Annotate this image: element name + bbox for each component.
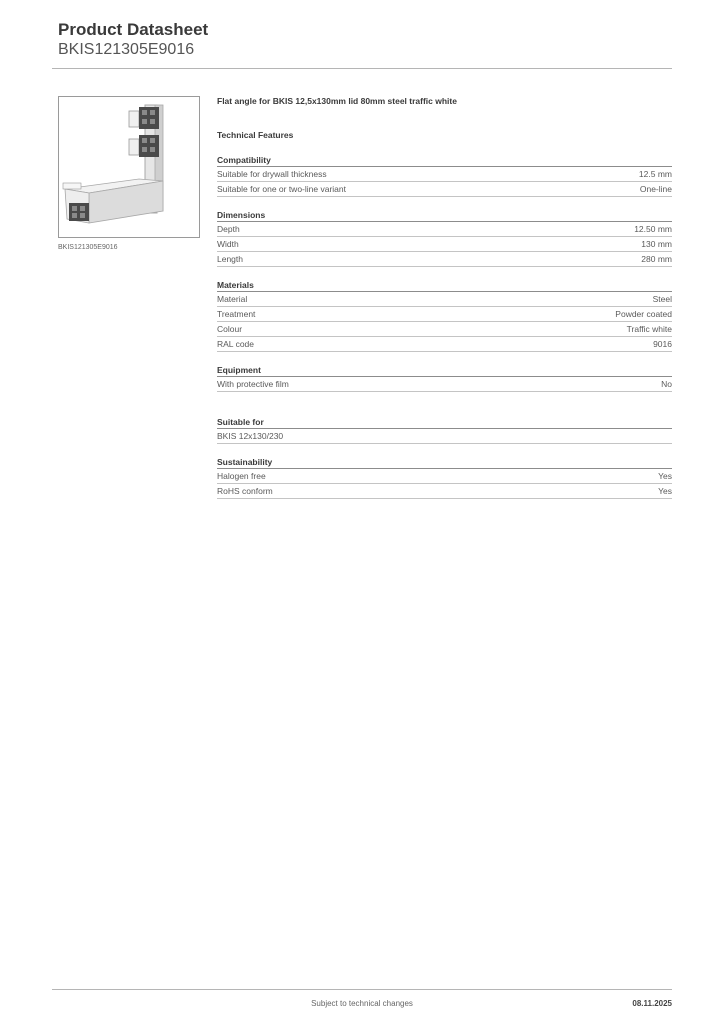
section-title: Sustainability — [217, 456, 672, 469]
technical-features-title: Technical Features — [217, 130, 294, 140]
spec-value: 12.50 mm — [634, 224, 672, 234]
spec-value: One-line — [639, 184, 672, 194]
header-divider — [52, 68, 672, 69]
spec-value: 12.5 mm — [638, 169, 672, 179]
spec-label: Width — [217, 239, 239, 249]
image-caption: BKIS121305E9016 — [58, 244, 118, 251]
spec-label: RoHS conform — [217, 486, 273, 496]
spec-label: Length — [217, 254, 243, 264]
section-materials — [217, 279, 672, 352]
spec-label: Halogen free — [217, 471, 266, 481]
product-image — [58, 96, 200, 238]
spec-value: Yes — [658, 471, 672, 481]
spec-row — [217, 429, 672, 444]
section-title: Compatibility — [217, 154, 672, 167]
spec-row — [217, 237, 672, 252]
spec-row — [217, 377, 672, 392]
section-compatibility — [217, 154, 672, 197]
spec-value: No — [661, 379, 672, 389]
spec-row — [217, 307, 672, 322]
spec-row — [217, 167, 672, 182]
spec-label: Suitable for one or two-line variant — [217, 184, 346, 194]
spec-row — [217, 252, 672, 267]
section-equipment — [217, 364, 672, 392]
spec-label: Material — [217, 294, 248, 304]
spec-label: Depth — [217, 224, 240, 234]
spec-label: Treatment — [217, 309, 256, 319]
section-dimensions — [217, 209, 672, 267]
spec-value: 280 mm — [641, 254, 672, 264]
document-header — [58, 20, 208, 60]
spec-value: Powder coated — [615, 309, 672, 319]
footer-date: 08.11.2025 — [632, 999, 672, 1008]
spec-label: With protective film — [217, 379, 289, 389]
footer-note: Subject to technical changes — [311, 999, 413, 1008]
spec-row — [217, 322, 672, 337]
section-suitable-for — [217, 416, 672, 444]
technical-content — [217, 94, 672, 499]
section-title: Suitable for — [217, 416, 672, 429]
section-title: Equipment — [217, 364, 672, 377]
spec-row — [217, 222, 672, 237]
spec-label: Suitable for drywall thickness — [217, 169, 327, 179]
spec-value: 9016 — [653, 339, 672, 349]
section-title: Materials — [217, 279, 672, 292]
spec-row — [217, 484, 672, 499]
section-sustainability — [217, 456, 672, 499]
spec-label: RAL code — [217, 339, 255, 349]
spec-value: Steel — [652, 294, 672, 304]
spec-value: 130 mm — [641, 239, 672, 249]
spec-label: BKIS 12x130/230 — [217, 431, 284, 441]
spec-row — [217, 182, 672, 197]
footer-divider — [52, 989, 672, 990]
spec-row — [217, 337, 672, 352]
flat-angle-illustration — [59, 97, 199, 237]
product-code: BKIS121305E9016 — [58, 41, 195, 58]
spec-value: Traffic white — [626, 324, 672, 334]
section-title: Dimensions — [217, 209, 672, 222]
document-title: Product Datasheet — [58, 20, 209, 39]
spec-row — [217, 292, 672, 307]
spec-row — [217, 469, 672, 484]
product-description: Flat angle for BKIS 12,5x130mm lid 80mm steel traffic white — [217, 96, 457, 106]
spec-label: Colour — [217, 324, 243, 334]
spec-value: Yes — [658, 486, 672, 496]
